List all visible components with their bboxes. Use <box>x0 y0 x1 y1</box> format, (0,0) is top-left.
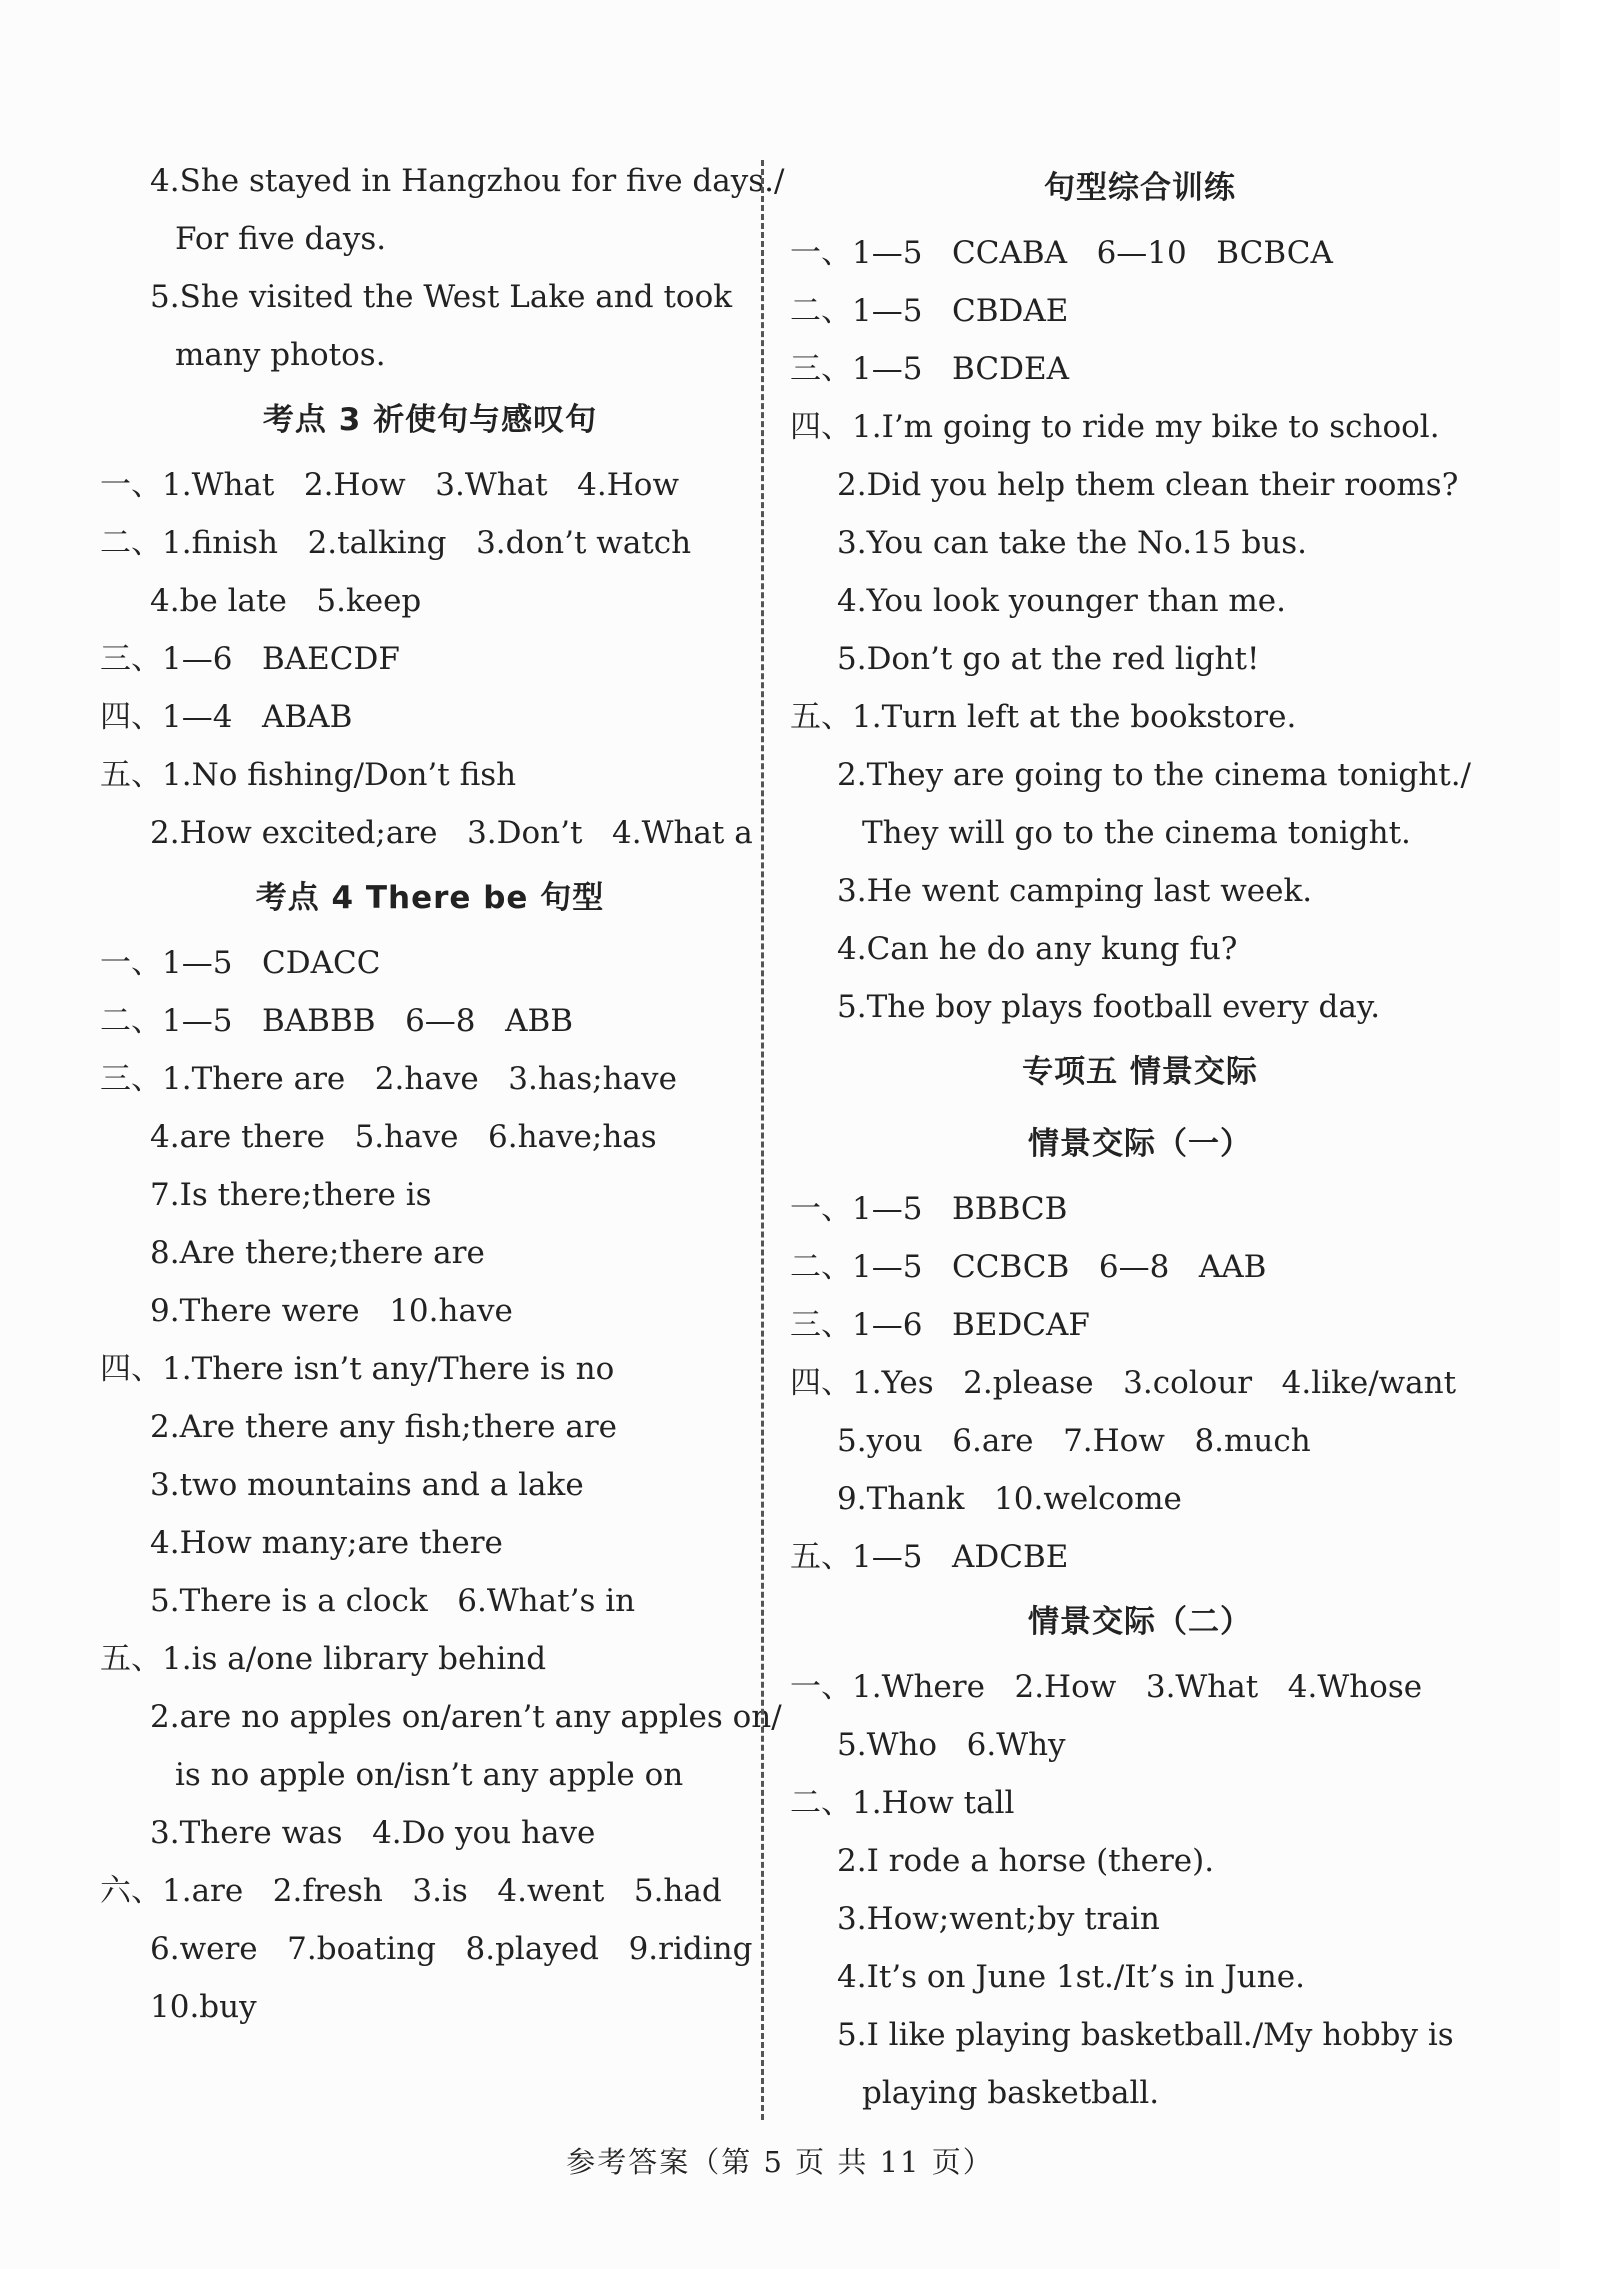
answer-line: 3.How;went;by train <box>837 1901 1160 1937</box>
answer-line: 4.How many;are there <box>150 1525 503 1561</box>
answer-line: 四、1.Yes 2.please 3.colour 4.like/want <box>790 1365 1457 1401</box>
section-heading: 考点 3 祈使句与感叹句 <box>262 402 598 438</box>
answer-line: 6.were 7.boating 8.played 9.riding <box>150 1931 753 1967</box>
answer-line: 二、1—5 CBDAE <box>790 293 1069 329</box>
answer-line: 一、1.Where 2.How 3.What 4.Whose <box>790 1669 1423 1705</box>
answer-line: 2.They are going to the cinema tonight./ <box>837 757 1472 793</box>
column-divider <box>761 160 764 2120</box>
answer-line: 5.Don’t go at the red light! <box>837 641 1260 677</box>
answer-line: 五、1.No fishing/Don’t fish <box>100 757 517 793</box>
answer-line: 3.You can take the No.15 bus. <box>837 525 1308 561</box>
section-heading: 情景交际（一） <box>1028 1126 1252 1162</box>
answer-line: 3.two mountains and a lake <box>150 1467 584 1503</box>
answer-line: 4.are there 5.have 6.have;has <box>150 1119 657 1155</box>
answer-line: 一、1—5 CDACC <box>100 945 381 981</box>
right-column <box>790 152 1490 2122</box>
answer-line: 五、1.Turn left at the bookstore. <box>790 699 1297 735</box>
section-heading: 情景交际（二） <box>1028 1604 1252 1640</box>
answer-line: 一、1—5 CCABA 6—10 BCBCA <box>790 235 1333 271</box>
answer-line: 4.Can he do any kung fu? <box>837 931 1238 967</box>
answer-line: 4.She stayed in Hangzhou for five days./ <box>150 163 785 199</box>
answer-line: 5.you 6.are 7.How 8.much <box>837 1423 1311 1459</box>
answer-line: 3.There was 4.Do you have <box>150 1815 596 1851</box>
answer-line: 2.How excited;are 3.Don’t 4.What a <box>150 815 753 851</box>
answer-line: 三、1.There are 2.have 3.has;have <box>100 1061 677 1097</box>
answer-line: 二、1—5 CCBCB 6—8 AAB <box>790 1249 1267 1285</box>
answer-line: 3.He went camping last week. <box>837 873 1313 909</box>
answer-line: 二、1—5 BABBB 6—8 ABB <box>100 1003 574 1039</box>
answer-line: 一、1—5 BBBCB <box>790 1191 1068 1227</box>
answer-line: 4.You look younger than me. <box>837 583 1287 619</box>
answer-line: 5.The boy plays football every day. <box>837 989 1381 1025</box>
answer-line: 2.I rode a horse (there). <box>837 1843 1215 1879</box>
answer-line: 5.She visited the West Lake and took <box>150 279 733 315</box>
answer-line: 一、1.What 2.How 3.What 4.How <box>100 467 679 503</box>
answer-line: 4.It’s on June 1st./It’s in June. <box>837 1959 1305 1995</box>
section-heading: 句型综合训练 <box>1044 170 1236 206</box>
answer-line: 四、1.There isn’t any/There is no <box>100 1351 615 1387</box>
answer-line: 二、1.How tall <box>790 1785 1015 1821</box>
section-heading: 专项五 情景交际 <box>1022 1054 1258 1090</box>
answer-line: 五、1.is a/one library behind <box>100 1641 547 1677</box>
section-heading: 考点 4 There be 句型 <box>255 880 605 916</box>
answer-line: They will go to the cinema tonight. <box>862 815 1411 851</box>
answer-line: many photos. <box>175 337 386 373</box>
answer-line: 四、1.I’m going to ride my bike to school. <box>790 409 1440 445</box>
answer-line: 二、1.finish 2.talking 3.don’t watch <box>100 525 692 561</box>
answer-line: 5.Who 6.Why <box>837 1727 1066 1763</box>
answer-line: playing basketball. <box>862 2075 1160 2111</box>
answer-line: 五、1—5 ADCBE <box>790 1539 1069 1575</box>
answer-line: 三、1—5 BCDEA <box>790 351 1069 387</box>
answer-line: 2.Did you help them clean their rooms? <box>837 467 1459 503</box>
answer-line: 8.Are there;there are <box>150 1235 485 1271</box>
answer-line: 9.Thank 10.welcome <box>837 1481 1182 1517</box>
page-footer: 参考答案（第 5 页 共 11 页） <box>566 2145 994 2179</box>
answer-line: 六、1.are 2.fresh 3.is 4.went 5.had <box>100 1873 722 1909</box>
answer-line: 5.There is a clock 6.What’s in <box>150 1583 636 1619</box>
answer-line: 10.buy <box>150 1989 257 2025</box>
answer-line: 5.I like playing basketball./My hobby is <box>837 2017 1454 2053</box>
answer-line: 4.be late 5.keep <box>150 583 422 619</box>
answer-line: 三、1—6 BEDCAF <box>790 1307 1090 1343</box>
answer-line: is no apple on/isn’t any apple on <box>175 1757 684 1793</box>
answer-line: 四、1—4 ABAB <box>100 699 353 735</box>
answer-line: 9.There were 10.have <box>150 1293 513 1329</box>
answer-line: 2.Are there any fish;there are <box>150 1409 618 1445</box>
answer-line: For five days. <box>175 221 387 257</box>
left-column <box>100 152 785 2036</box>
answer-line: 三、1—6 BAECDF <box>100 641 400 677</box>
answer-line: 7.Is there;there is <box>150 1177 432 1213</box>
answer-line: 2.are no apples on/aren’t any apples on/ <box>150 1699 782 1735</box>
